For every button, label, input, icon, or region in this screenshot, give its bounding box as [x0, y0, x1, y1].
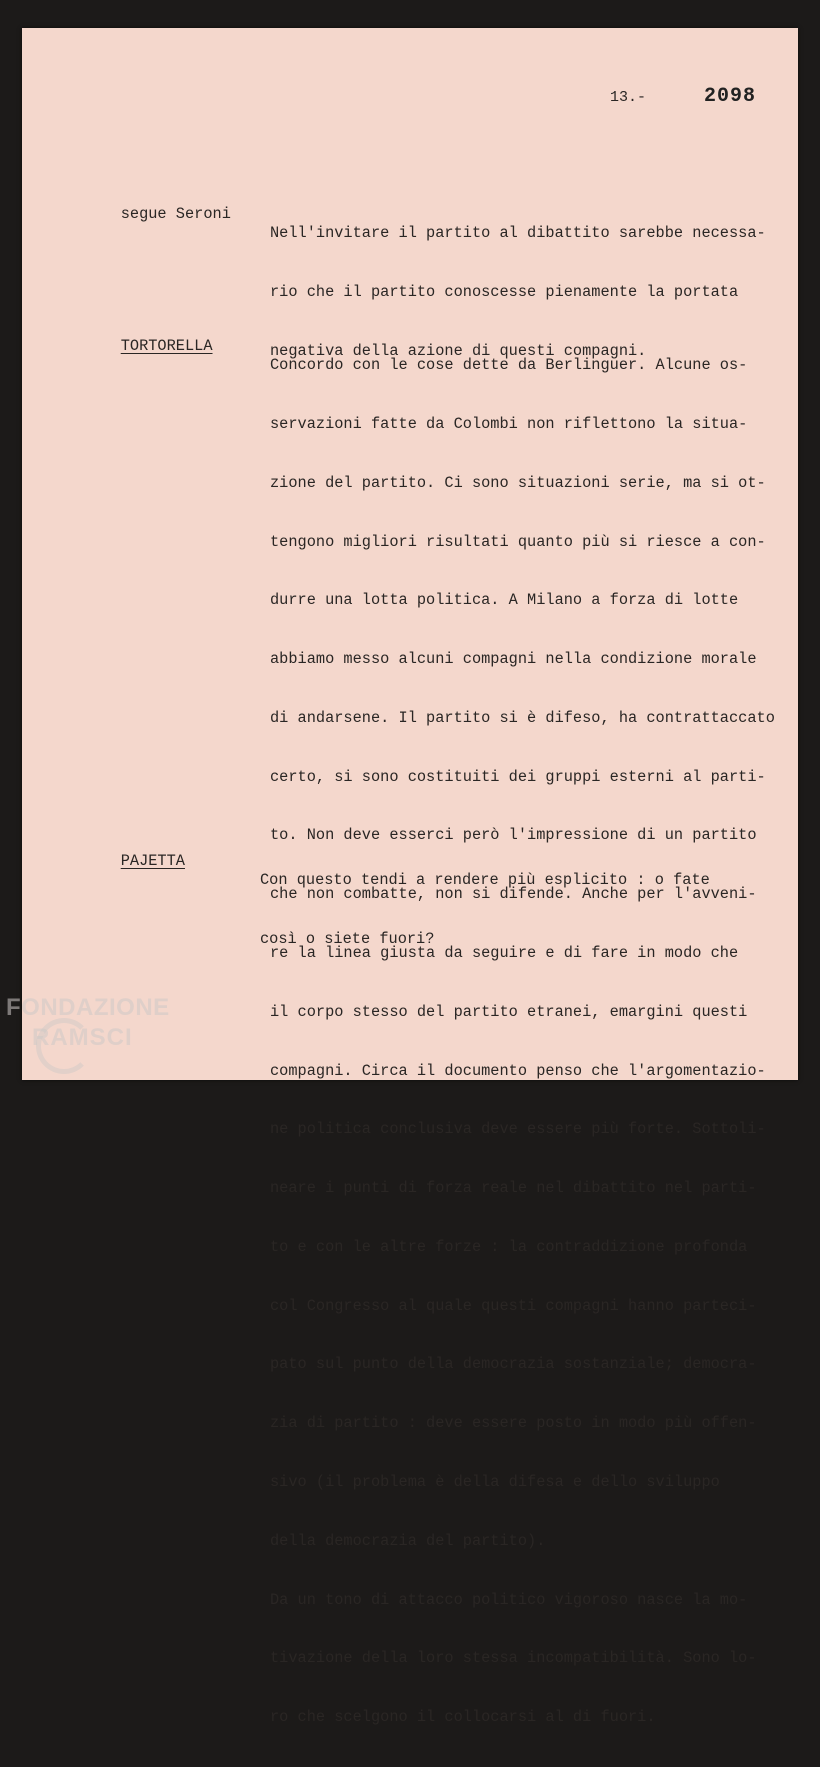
speech-line: zia di partito : deve essere posto in modo più offen- — [270, 1414, 757, 1433]
speech-line: col Congresso al quale questi compagni hanno parteci- — [270, 1296, 757, 1315]
speech-line: ne politica conclusiva deve essere più forte. Sottoli- — [270, 1120, 766, 1139]
speech-line: certo, si sono costituiti dei gruppi esterni al parti- — [270, 767, 766, 786]
speaker-seroni — [84, 185, 231, 244]
speech-line: di andarsene. Il partito si è difeso, ha contrattaccato — [270, 708, 775, 727]
document-page — [22, 28, 798, 1727]
speech-line: rio che il partito conoscesse pienamente la portata — [270, 282, 739, 301]
speech-tortorella — [270, 317, 775, 1767]
speech-line: tivazione della loro stessa incompatibilità. Sono lo- — [270, 1649, 757, 1668]
speech-line: neare i punti di forza reale nel dibattito nel parti- — [270, 1179, 757, 1198]
speech-line: compagni. Circa il documento penso che l'argomentazio- — [270, 1061, 766, 1080]
speech-line: servazioni fatte da Colombi non riflettono la situa- — [270, 414, 748, 433]
speech-line: Da un tono di attacco politico vigoroso nasce la mo- — [270, 1590, 748, 1609]
stamp-number: 2098 — [704, 85, 757, 108]
page-number: 13.- — [610, 89, 647, 106]
watermark-line2: RAMSCI — [32, 1024, 133, 1051]
speech-line: il corpo stesso del partito etranei, emargini questi — [270, 1002, 748, 1021]
speaker-pajetta — [84, 832, 185, 891]
speech-line: pato sul punto della democrazia sostanziale; democra- — [270, 1355, 757, 1374]
speech-line: abbiamo messo alcuni compagni nella condizione morale — [270, 650, 757, 669]
speech-line: re la linea giusta da seguire e di fare in modo che — [270, 944, 739, 962]
speech-line: zione del partito. Ci sono situazioni serie, ma si ot- — [270, 473, 766, 492]
speech-line: to e con le altre forze : la contraddizione profonda — [270, 1237, 748, 1256]
speaker-name: PAJETTA — [120, 851, 185, 870]
speech-line: Concordo con le cose dette da Berlinguer. Alcune os- — [270, 356, 748, 375]
speech-line: negativa della azione di questi compagni. — [270, 341, 647, 360]
watermark-line1: FONDAZIONE — [6, 994, 170, 1021]
speech-line: Nell'invitare il partito al dibattito sarebbe necessa- — [270, 224, 766, 243]
speaker-tortorella — [84, 317, 213, 376]
speech-line: Con questo tendi a rendere più esplicito : o fate — [260, 871, 710, 890]
speech-line: ro che scelgono il collocarsi al di fuori. — [270, 1708, 656, 1727]
speech-line: così o siete fuori? — [260, 929, 435, 948]
speech-line: to. Non deve esserci però l'impressione di un partito — [270, 826, 757, 845]
speech-line: durre una lotta politica. A Milano a forza di lotte — [270, 591, 739, 610]
speech-line: tengono migliori risultati quanto più si riesce a con- — [270, 532, 766, 551]
speech-line: della democrazia del partito). — [270, 1531, 546, 1550]
speaker-name: segue Seroni — [120, 204, 231, 223]
fondazione-gramsci-watermark — [6, 994, 206, 1070]
speech-line: che non combatte, non si difende. Anche per l'avveni- — [270, 885, 757, 904]
speech-line: sivo (il problema è della difesa e dello sviluppo — [270, 1473, 720, 1492]
speaker-name: TORTORELLA — [120, 336, 213, 355]
speech-pajetta — [260, 832, 710, 989]
watermark-g-logo-icon — [36, 1018, 92, 1074]
